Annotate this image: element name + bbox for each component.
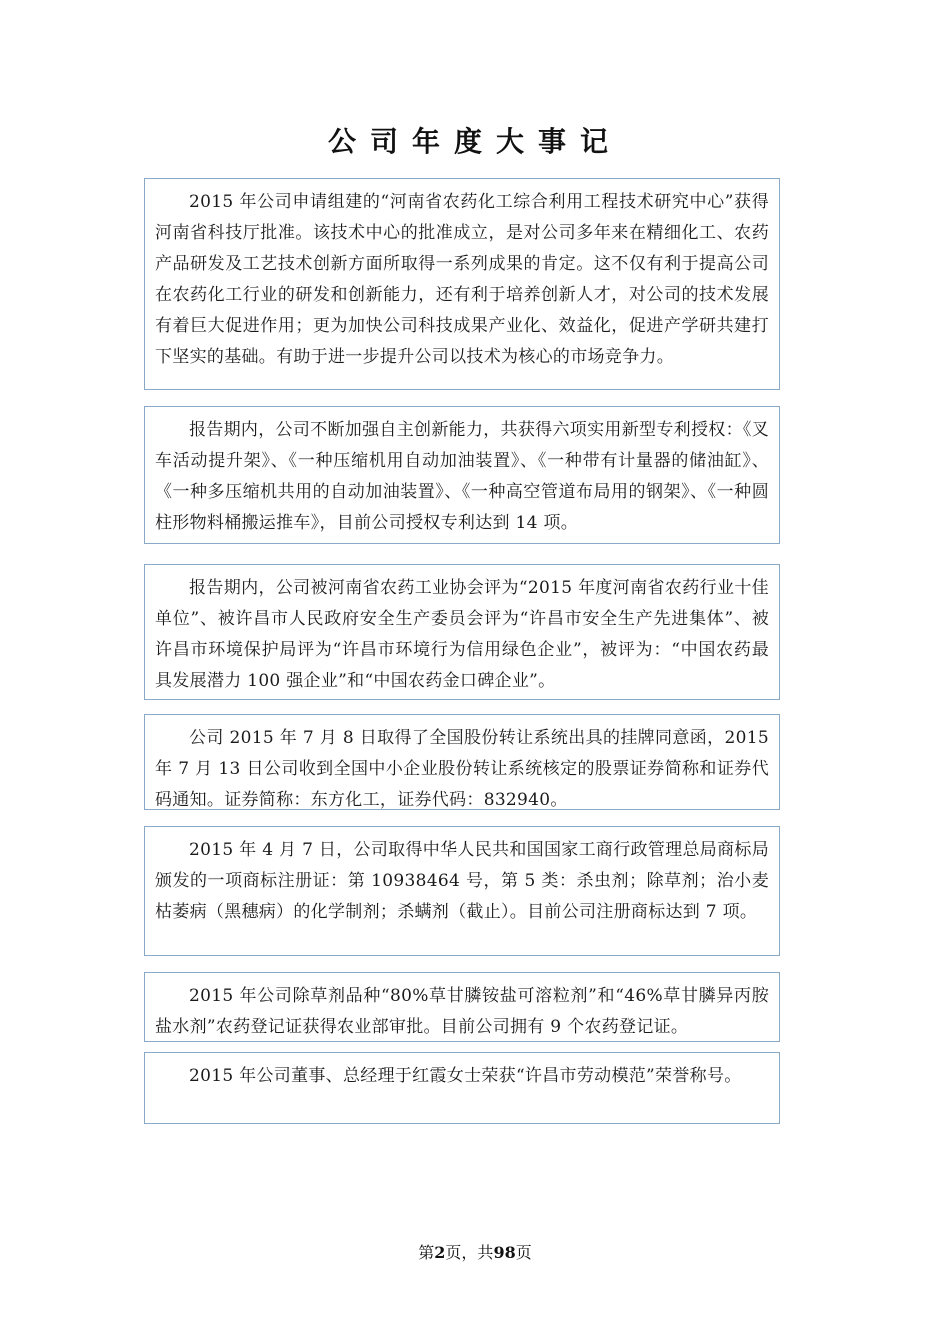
page-footer bbox=[0, 1240, 950, 1263]
event-text: 2015 年 4 月 7 日，公司取得中华人民共和国国家工商行政管理总局商标局颁发的一项商标注册证：第 10938464 号，第 5 类：杀虫剂；除草剂；治小麦枯萎病（黑穗病）的化学制剂；杀螨剂（截止）。目前公司注册商标达到 7 项。 bbox=[155, 840, 769, 922]
event-box-7 bbox=[144, 1052, 780, 1124]
event-text: 2015 年公司除草剂品种“80%草甘膦铵盐可溶粒剂”和“46%草甘膦异丙胺盐水剂”农药登记证获得农业部审批。目前公司拥有 9 个农药登记证。 bbox=[155, 986, 769, 1037]
footer-prefix: 第 bbox=[418, 1243, 435, 1262]
page-title: 公司年度大事记 bbox=[327, 125, 622, 158]
footer-suffix: 页 bbox=[515, 1243, 532, 1262]
event-box-2 bbox=[144, 406, 780, 544]
event-box-3 bbox=[144, 564, 780, 700]
event-text: 公司 2015 年 7 月 8 日取得了全国股份转让系统出具的挂牌同意函，2015 年 7 月 13 日公司收到全国中小企业股份转让系统核定的股票证券简称和证券代码通知。证券简称：东方化工，证券代码：832940。 bbox=[155, 728, 769, 810]
event-text: 报告期内，公司不断加强自主创新能力，共获得六项实用新型专利授权：《叉车活动提升架》、《一种压缩机用自动加油装置》、《一种带有计量器的储油缸》、《一种多压缩机共用的自动加油装置》、《一种高空管道布局用的钢架》、《一种圆柱形物料桶搬运推车》，目前公司授权专利达到 14 项。 bbox=[155, 420, 769, 533]
event-text: 2015 年公司董事、总经理于红霞女士荣获“许昌市劳动模范”荣誉称号。 bbox=[189, 1066, 742, 1086]
event-box-4 bbox=[144, 714, 780, 810]
event-box-6 bbox=[144, 972, 780, 1042]
footer-middle: 页，共 bbox=[445, 1243, 494, 1262]
event-text: 2015 年公司申请组建的“河南省农药化工综合利用工程技术研究中心”获得河南省科技厅批准。该技术中心的批准成立，是对公司多年来在精细化工、农药产品研发及工艺技术创新方面所取得一系列成果的肯定。这不仅有利于提高公司在农药化工行业的研发和创新能力，还有利于培养创新人才，对公司的技术发展有着巨大促进作用；更为加快公司科技成果产业化、效益化，促进产学研共建打下坚实的基础。有助于进一步提升公司以技术为核心的市场竞争力。 bbox=[155, 192, 769, 367]
event-text: 报告期内，公司被河南省农药工业协会评为“2015 年度河南省农药行业十佳单位”、被许昌市人民政府安全生产委员会评为“许昌市安全生产先进集体”、被许昌市环境保护局评为“许昌市环境行为信用绿色企业”，被评为：“中国农药最具发展潜力 100 强企业”和“中国农药金口碑企业”。 bbox=[155, 578, 769, 691]
footer-total-pages: 98 bbox=[493, 1243, 516, 1262]
event-box-1 bbox=[144, 178, 780, 390]
event-box-5 bbox=[144, 826, 780, 956]
footer-page-number: 2 bbox=[434, 1243, 446, 1262]
